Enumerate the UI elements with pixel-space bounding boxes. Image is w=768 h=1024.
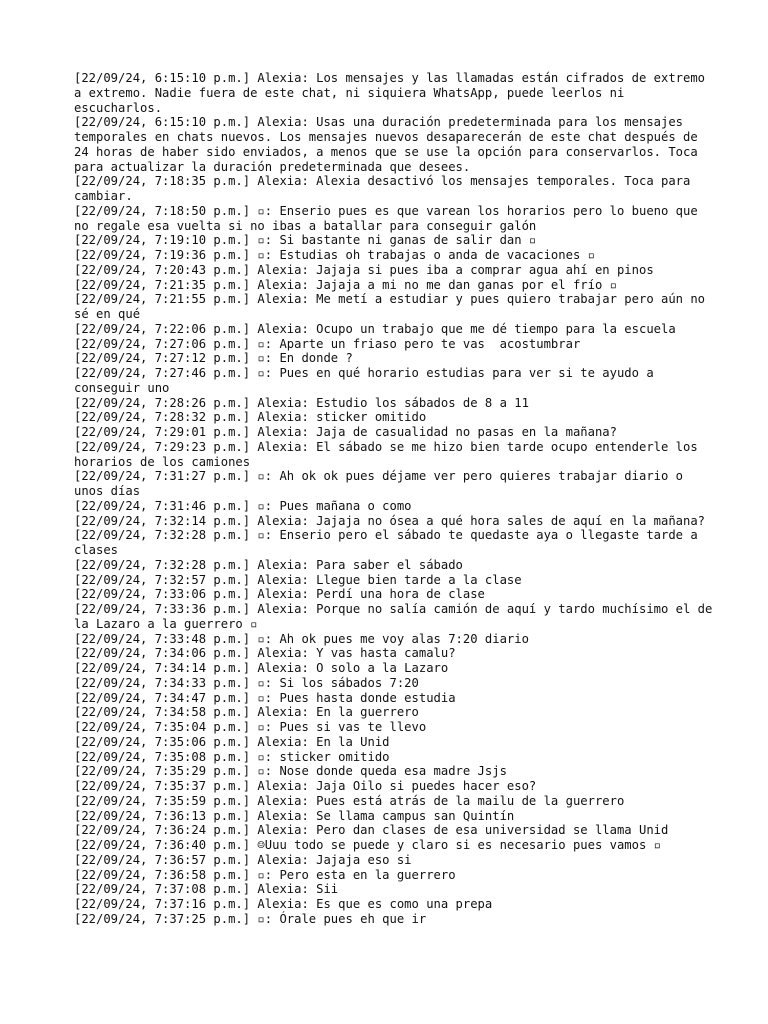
chat-message-line: [22/09/24, 7:35:08 p.m.] ▫: sticker omitido [74, 749, 390, 764]
chat-message-line: [22/09/24, 7:28:32 p.m.] Alexia: sticker omitido [74, 410, 427, 425]
chat-message-line: [22/09/24, 7:33:36 p.m.] Alexia: Porque no salía camión de aquí y tardo muchísimo el de la Lazaro a la guerrero ▫ [74, 602, 720, 631]
chat-message-line: [22/09/24, 7:33:48 p.m.] ▫: Ah ok pues me voy alas 7:20 diario [74, 631, 529, 646]
chat-message-line: [22/09/24, 7:32:28 p.m.] ▫: Enserio pero el sábado te quedaste aya o llegaste tarde a clases [74, 528, 706, 557]
chat-message-line: [22/09/24, 7:29:23 p.m.] Alexia: El sábado se me hizo bien tarde ocupo entenderle los horarios de los camiones [74, 439, 706, 469]
chat-message-line: [22/09/24, 7:33:06 p.m.] Alexia: Perdí una hora de clase [74, 587, 485, 602]
chat-message-line: [22/09/24, 7:27:06 p.m.] ▫: Aparte un friaso pero te vas acostumbrar [74, 336, 581, 351]
chat-message-line: [22/09/24, 7:36:58 p.m.] ▫: Pero esta en la guerrero [74, 867, 456, 882]
chat-message-line: [22/09/24, 7:34:33 p.m.] ▫: Si los sábados 7:20 [74, 675, 419, 690]
chat-message-line: [22/09/24, 7:35:04 p.m.] ▫: Pues si vas te llevo [74, 720, 427, 734]
chat-message-line: [22/09/24, 7:29:01 p.m.] Alexia: Jaja de casualidad no pasas en la mañana? [74, 425, 617, 439]
chat-message-line: [22/09/24, 7:32:57 p.m.] Alexia: Llegue bien tarde a la clase [74, 572, 522, 587]
chat-message-line: [22/09/24, 7:22:06 p.m.] Alexia: Ocupo un trabajo que me dé tiempo para la escuela [74, 321, 676, 336]
chat-message-line: [22/09/24, 7:19:36 p.m.] ▫: Estudias oh trabajas o anda de vacaciones ▫ [74, 248, 595, 262]
chat-message-line: [22/09/24, 7:18:35 p.m.] Alexia: Alexia desactivó los mensajes temporales. Toca para cambiar. [74, 174, 698, 203]
chat-message-line: [22/09/24, 7:28:26 p.m.] Alexia: Estudio los sábados de 8 a 11 [74, 395, 529, 410]
chat-message-line: [22/09/24, 7:27:46 p.m.] ▫: Pues en qué horario estudias para ver si te ayudo a conseguir uno [74, 366, 662, 395]
chat-message-line: [22/09/24, 7:35:29 p.m.] ▫: Nose donde queda esa madre Jsjs [74, 764, 507, 779]
chat-message-line: [22/09/24, 7:34:47 p.m.] ▫: Pues hasta donde estudia [74, 690, 456, 705]
chat-message-line: [22/09/24, 7:37:25 p.m.] ▫: Órale pues eh que ir [74, 911, 427, 926]
chat-message-line: [22/09/24, 7:21:35 p.m.] Alexia: Jajaja a mi no me dan ganas por el frío ▫ [74, 277, 617, 292]
chat-message-line: [22/09/24, 7:18:50 p.m.] ▫: Enserio pues es que varean los horarios pero lo bueno que no regale esa vuelta si no ibas a batallar para conseguir galón [74, 203, 706, 233]
chat-message-line: [22/09/24, 7:31:27 p.m.] ▫: Ah ok ok pues déjame ver pero quieres trabajar diario o unos días [74, 469, 691, 498]
chat-message-line: [22/09/24, 6:15:10 p.m.] Alexia: Los mensajes y las llamadas están cifrados de extremo a extremo. Nadie fuera de este chat, ni siquiera WhatsApp, puede leerlos ni escucharlos. [74, 71, 713, 115]
chat-message-line: [22/09/24, 7:37:08 p.m.] Alexia: Sii [74, 882, 339, 897]
chat-message-line: [22/09/24, 7:36:13 p.m.] Alexia: Se llama campus san Quintín [74, 808, 515, 823]
chat-message-line: [22/09/24, 7:35:59 p.m.] Alexia: Pues está atrás de la mailu de la guerrero [74, 793, 625, 808]
chat-message-line: [22/09/24, 7:37:16 p.m.] Alexia: Es que es como una prepa [74, 897, 493, 911]
chat-message-line: [22/09/24, 7:34:06 p.m.] Alexia: Y vas hasta camalu? [74, 646, 456, 661]
chat-message-line: [22/09/24, 7:36:24 p.m.] Alexia: Pero dan clases de esa universidad se llama Unid [74, 823, 669, 838]
chat-message-line: [22/09/24, 7:20:43 p.m.] Alexia: Jajaja si pues iba a comprar agua ahí en pinos [74, 262, 654, 277]
chat-message-line: [22/09/24, 7:32:14 p.m.] Alexia: Jajaja no ósea a qué hora sales de aquí en la mañana? [74, 513, 706, 528]
chat-message-line: [22/09/24, 7:32:28 p.m.] Alexia: Para saber el sábado [74, 557, 463, 572]
chat-log [74, 71, 718, 927]
chat-message-line: [22/09/24, 7:35:06 p.m.] Alexia: En la Unid [74, 734, 390, 749]
chat-message-line: [22/09/24, 7:35:37 p.m.] Alexia: Jaja Oilo si puedes hacer eso? [74, 779, 537, 793]
chat-message-line: [22/09/24, 7:36:57 p.m.] Alexia: Jajaja eso si [74, 852, 412, 867]
chat-message-line: [22/09/24, 7:36:40 p.m.] ☺Uuu todo se puede y claro si es necesario pues vamos ▫ [74, 838, 661, 852]
chat-message-line: [22/09/24, 7:31:46 p.m.] ▫: Pues mañana o como [74, 498, 412, 513]
chat-message-line: [22/09/24, 7:27:12 p.m.] ▫: En donde ? [74, 351, 353, 366]
chat-message-line: [22/09/24, 6:15:10 p.m.] Alexia: Usas una duración predeterminada para los mensajes temporales en chats nuevos. Los mensajes nuevos desaparecerán de este chat después de 24 horas de haber sido enviados, a menos que se use la opción para conservarlos. Toca para actualizar la duración predeterminada que desees. [74, 115, 706, 174]
chat-message-line: [22/09/24, 7:19:10 p.m.] ▫: Si bastante ni ganas de salir dan ▫ [74, 233, 537, 248]
chat-message-line: [22/09/24, 7:34:14 p.m.] Alexia: O solo a la Lazaro [74, 661, 449, 675]
chat-message-line: [22/09/24, 7:34:58 p.m.] Alexia: En la guerrero [74, 705, 419, 720]
chat-message-line: [22/09/24, 7:21:55 p.m.] Alexia: Me metí a estudiar y pues quiero trabajar pero aún no sé en qué [74, 292, 713, 321]
